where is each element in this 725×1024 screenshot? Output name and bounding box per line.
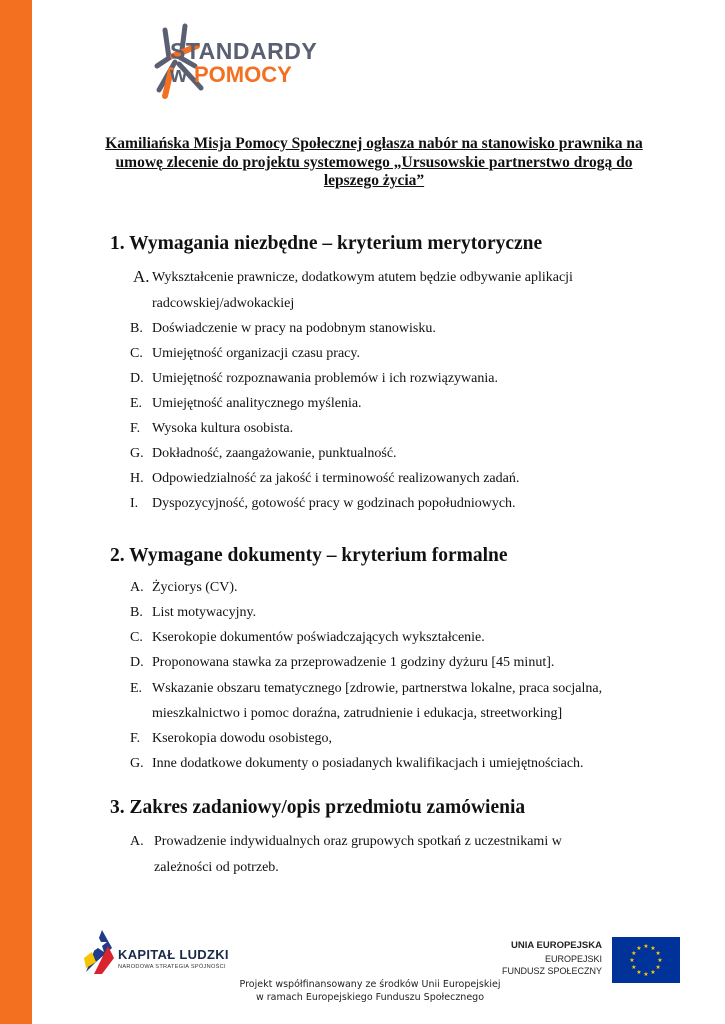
- item-text: Umiejętność analitycznego myślenia.: [152, 396, 362, 411]
- cofinancing-note-line1: Projekt współfinansowany ze środków Unii Europejskiej: [239, 979, 501, 990]
- item-text: Kserokopia dowodu osobistego,: [152, 731, 333, 746]
- item-text: Doświadczenie w pracy na podobnym stanowisku.: [152, 321, 436, 336]
- item-letter: G.: [130, 446, 144, 461]
- item-text: Wykształcenie prawnicze, dodatkowym atutem będzie odbywanie aplikacji: [152, 270, 573, 285]
- item-text: List motywacyjny.: [152, 605, 257, 620]
- kapital-ludzki-emblem-icon: [82, 928, 116, 976]
- eu-star-icon: ★: [629, 958, 635, 964]
- item-text-continued: zależności od potrzeb.: [154, 860, 279, 875]
- eu-star-icon: ★: [636, 945, 642, 952]
- logo-line2-w: w: [170, 62, 188, 87]
- section-2-title: 2. Wymagane dokumenty – kryterium formalne: [110, 545, 508, 566]
- item-letter: F.: [130, 421, 141, 436]
- eu-star-icon: ★: [655, 965, 661, 971]
- item-letter: B.: [130, 321, 143, 336]
- item-letter: D.: [130, 371, 144, 386]
- eu-star-icon: ★: [650, 970, 656, 977]
- item-text: Umiejętność rozpoznawania problemów i ich rozwiązywania.: [152, 371, 498, 386]
- item-text: Proponowana stawka za przeprowadzenie 1 godziny dyżuru [45 minut].: [152, 655, 555, 670]
- item-text: Prowadzenie indywidualnych oraz grupowych spotkań z uczestnikami w: [154, 834, 562, 849]
- item-text: Dokładność, zaangażowanie, punktualność.: [152, 446, 397, 461]
- logo-line2: POMOCY: [194, 62, 292, 87]
- section-3-title: 3. Zakres zadaniowy/opis przedmiotu zamówienia: [110, 797, 526, 818]
- eu-star-icon: ★: [655, 951, 661, 957]
- orange-side-bar: [0, 0, 32, 1024]
- item-text: Wysoka kultura osobista.: [152, 421, 294, 436]
- item-letter: A.: [130, 580, 144, 595]
- cofinancing-note: [230, 978, 510, 1004]
- item-text: Życiorys (CV).: [152, 580, 238, 595]
- item-letter: H.: [130, 471, 144, 486]
- item-text: Wskazanie obszaru tematycznego [zdrowie, partnerstwa lokalne, praca socjalna,: [152, 681, 603, 696]
- item-text: Odpowiedzialność za jakość i terminowość realizowanych zadań.: [152, 471, 520, 486]
- item-letter: B.: [130, 605, 143, 620]
- eu-star-icon: ★: [650, 945, 656, 952]
- eu-label-fund: FUNDUSZ SPOŁECZNY: [501, 966, 602, 976]
- eu-flag-icon: [612, 937, 680, 983]
- item-letter: A.: [130, 834, 144, 849]
- eu-star-icon: ★: [636, 970, 642, 977]
- eu-star-icon: ★: [657, 958, 663, 964]
- item-letter: A.: [133, 267, 150, 286]
- item-text: Umiejętność organizacji czasu pracy.: [152, 346, 360, 361]
- item-letter: E.: [130, 681, 143, 696]
- eu-label-european: EUROPEJSKI: [544, 954, 602, 964]
- item-letter: C.: [130, 346, 143, 361]
- item-text: Kserokopie dokumentów poświadczających wykształcenie.: [152, 630, 485, 645]
- section-1-title: 1. Wymagania niezbędne – kryterium merytoryczne: [110, 233, 543, 254]
- cofinancing-note-line2: w ramach Europejskiego Funduszu Społecznego: [255, 992, 485, 1003]
- item-text: Inne dodatkowe dokumenty o posiadanych kwalifikacjach i umiejętnościach.: [152, 756, 584, 771]
- eu-star-icon: ★: [631, 951, 637, 957]
- kapital-ludzki-title: KAPITAŁ LUDZKI: [118, 947, 229, 962]
- item-letter: G.: [130, 756, 144, 771]
- eu-star-icon: ★: [643, 944, 649, 950]
- logo-line1: STANDARDY: [170, 38, 318, 64]
- eu-label-union: UNIA EUROPEJSKA: [511, 940, 602, 951]
- item-text-continued: mieszkalnictwo i pomoc doraźna, zatrudnienie i edukacja, streetworking]: [152, 706, 563, 721]
- item-letter: F.: [130, 731, 141, 746]
- eu-star-icon: ★: [631, 965, 637, 971]
- item-letter: E.: [130, 396, 143, 411]
- item-letter: C.: [130, 630, 143, 645]
- item-text-continued: radcowskiej/adwokackiej: [152, 296, 295, 311]
- eu-star-icon: ★: [643, 972, 649, 978]
- item-text: Dyspozycyjność, gotowość pracy w godzinach popołudniowych.: [152, 496, 516, 511]
- announcement-heading: Kamiliańska Misja Pomocy Społecznej ogłasza nabór na stanowisko prawnika na umowę zlecenie do projektu systemowego „Ursusowskie partnerstwo drogą do lepszego życia”: [105, 135, 643, 189]
- item-letter: D.: [130, 655, 144, 670]
- kapital-ludzki-subtitle: NARODOWA STRATEGIA SPÓJNOŚCI: [118, 964, 226, 970]
- item-letter: I.: [130, 496, 139, 511]
